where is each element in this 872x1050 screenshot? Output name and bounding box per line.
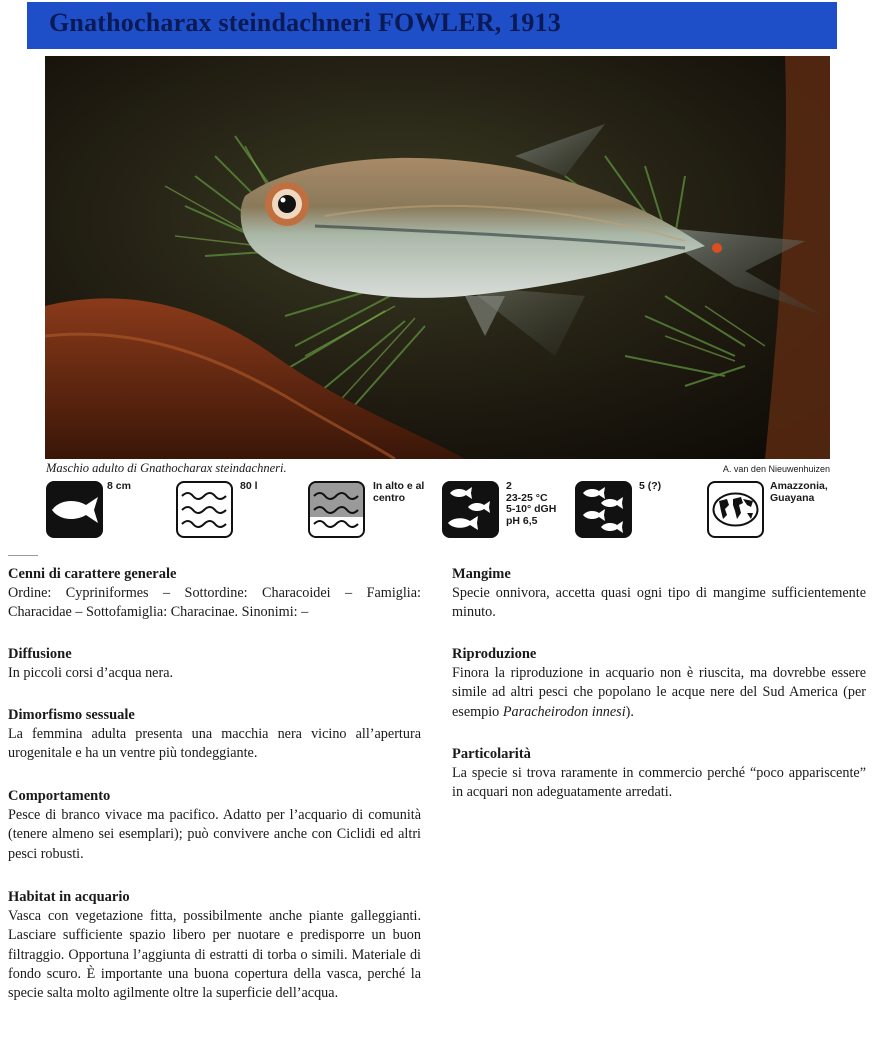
title-banner — [27, 2, 837, 49]
tank-volume-text: 80 l — [240, 480, 258, 492]
section-title: Mangime — [452, 566, 511, 582]
fish-size-icon — [46, 481, 103, 538]
section-distribution — [8, 645, 421, 683]
section-title: Comportamento — [8, 788, 111, 804]
section-text: Vasca con vegetazione fitta, possibilmente anche piante galleggianti. Lasciare sufficiente spazio libero per nuotare e predisporre un buon filtraggio. Opportuna l’aggiunta di estratti di torba o simili. Materiale di fondo scuro. È importante una buona copertura della vasca, perché la specie salta molto agilmente oltre la superficie dell’acqua. — [8, 908, 421, 1002]
section-title: Dimorfismo sessuale — [8, 707, 135, 723]
section-title: Particolarità — [452, 746, 531, 762]
section-title: Cenni di carattere generale — [8, 566, 177, 582]
page-title: Gnathocharax steindachneri FOWLER, 1913 — [49, 8, 561, 37]
section-behaviour — [8, 787, 421, 864]
fish-size-text: 8 cm — [107, 480, 131, 492]
swimming-zone-text: In alto e al centro — [373, 480, 425, 504]
section-text: La specie si trova raramente in commercio perché “poco appariscente” in acquari non adeguatamente arredati. — [452, 765, 866, 801]
world-map-icon — [707, 481, 764, 538]
section-text: Specie onnivora, accetta quasi ogni tipo di mangime sufficientemente minuto. — [452, 585, 866, 621]
photo-caption: Maschio adulto di Gnathocharax steindachneri. — [46, 461, 287, 475]
section-habitat — [8, 888, 421, 1003]
world-map-text: Amazzonia, Guayana — [770, 480, 828, 504]
photo-credit: A. van den Nieuwenhuizen — [722, 464, 830, 474]
section-dimorphism — [8, 706, 421, 764]
section-food — [452, 565, 866, 623]
fish-photo — [45, 56, 830, 459]
section-text: Ordine: Cypriniformes – Sottordine: Characoidei – Famiglia: Characidae – Sottofamiglia: Characinae. Sinonimi: – — [8, 585, 421, 621]
section-text: In piccoli corsi d’acqua nera. — [8, 665, 174, 682]
schooling-text: 5 (?) — [639, 480, 662, 492]
section-title: Diffusione — [8, 646, 72, 662]
breeding-text: Finora la riproduzione in acquario non è riuscita, ma dovrebbe essere simile ad altri pesci che popolano le acque nere del Sud America (per esempio — [452, 665, 866, 720]
section-divider — [8, 555, 38, 556]
section-title: Habitat in acquario — [8, 889, 130, 905]
water-params-text: 2 23-25 °C 5-10° dGH pH 6,5 — [506, 480, 557, 527]
fish-photo-illustration — [45, 56, 830, 459]
section-notes — [452, 745, 866, 803]
species-example: Paracheirodon innesi — [502, 703, 626, 720]
section-text: La femmina adulta presenta una macchia nera vicino all’apertura urogenitale e ha un ventre più tondeggiante. — [8, 726, 421, 762]
section-title: Riproduzione — [452, 646, 537, 662]
section-general — [8, 565, 421, 623]
breeding-text-end: ). — [625, 703, 634, 720]
section-text: Pesce di branco vivace ma pacifico. Adatto per l’acquario di comunità (tenere almeno sei esemplari); può convivere anche con Ciclidi ed altri pesci robusti. — [8, 807, 421, 862]
water-params-icon — [442, 481, 499, 538]
schooling-icon — [575, 481, 632, 538]
section-text — [452, 664, 866, 722]
tank-volume-icon — [176, 481, 233, 538]
swimming-zone-icon — [308, 481, 365, 538]
section-breeding — [452, 645, 866, 722]
